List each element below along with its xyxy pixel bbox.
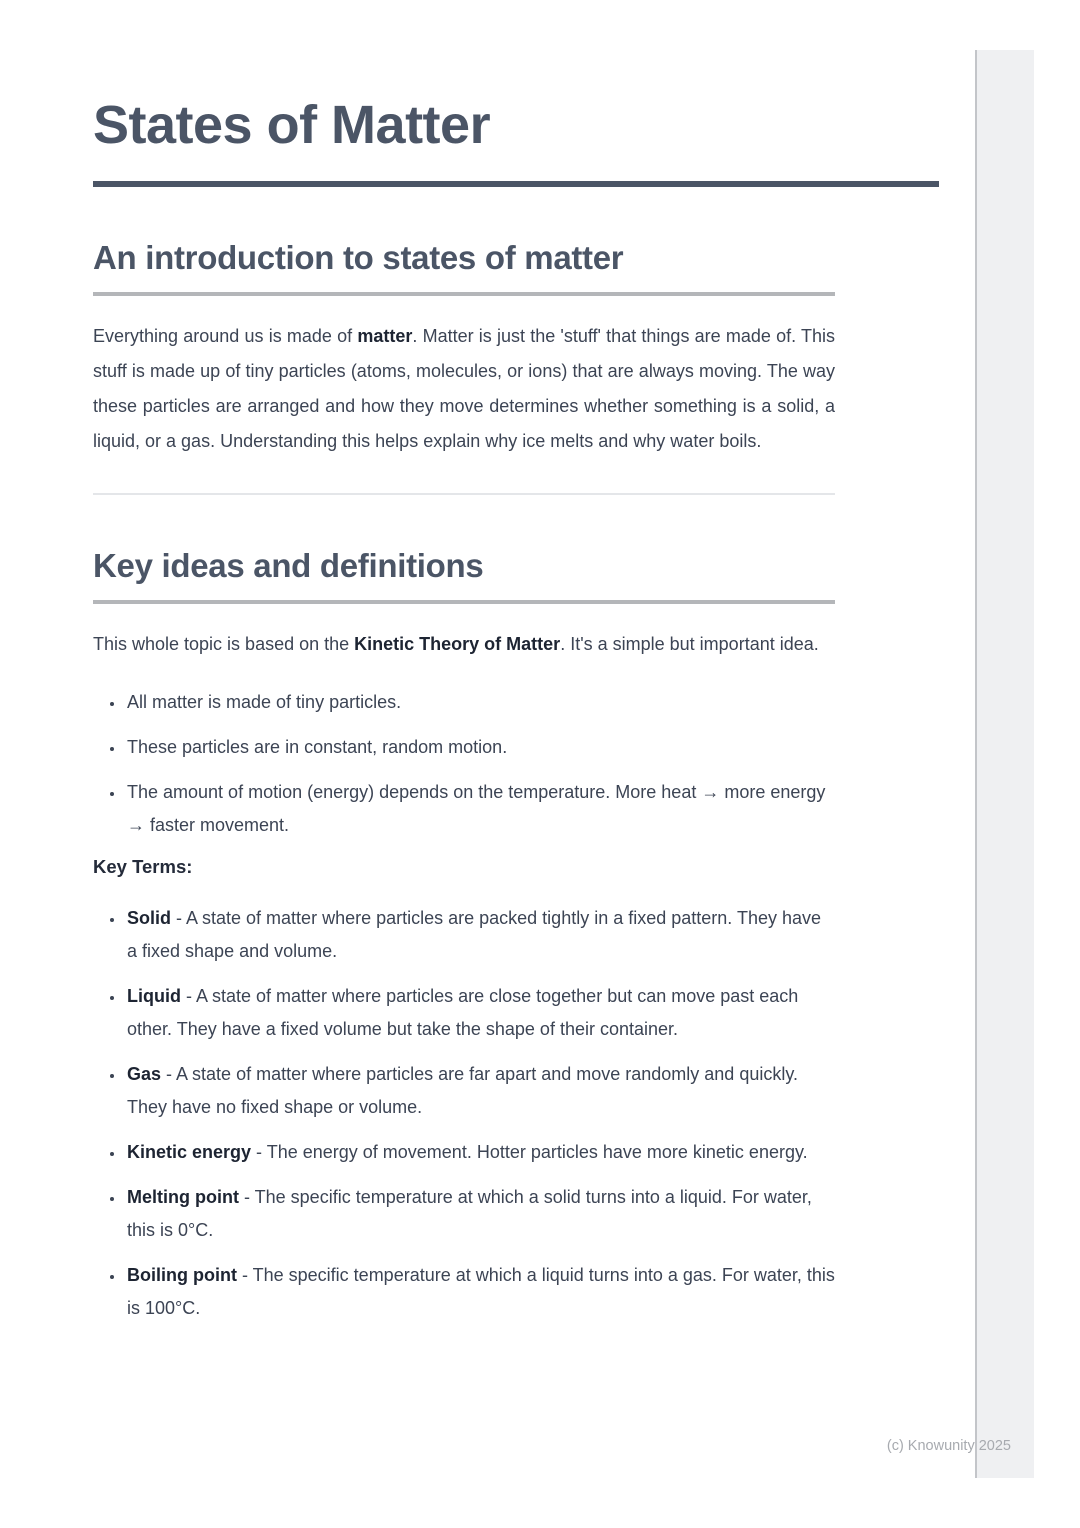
bold-term: Gas (127, 1064, 162, 1084)
text-run: - A state of matter where particles are far apart and move randomly and quickly. They have no fixed shape or volume. (127, 1064, 799, 1117)
section-divider (93, 493, 835, 495)
key-ideas-section-heading: Key ideas and definitions (93, 547, 484, 584)
list-item (125, 1058, 835, 1124)
intro-heading-rule (93, 292, 835, 296)
key-ideas-list (93, 686, 835, 842)
bold-term: matter (357, 326, 413, 346)
bold-term: Kinetic energy (127, 1142, 252, 1162)
list-item (125, 1181, 835, 1247)
list-item (125, 731, 835, 764)
text-run: - The energy of movement. Hotter particles have more kinetic energy. (251, 1142, 808, 1162)
page-edge-strip (975, 50, 1034, 1478)
list-item (125, 1259, 835, 1325)
text-run: The amount of motion (energy) depends on the temperature. More heat → more energy → faster movement. (127, 782, 826, 835)
key-ideas-paragraph (93, 627, 835, 662)
title-rule (93, 181, 939, 187)
list-item (125, 902, 835, 968)
text-run: Everything around us is made of (93, 326, 358, 346)
document-content (93, 0, 939, 1337)
intro-paragraph (93, 319, 835, 459)
text-run: This whole topic is based on the (93, 634, 355, 654)
bold-term: Solid (127, 908, 171, 928)
text-run: . It's a simple but important idea. (560, 634, 819, 654)
text-run: These particles are in constant, random motion. (127, 737, 508, 757)
list-item (125, 1136, 835, 1169)
text-run: - The specific temperature at which a solid turns into a liquid. For water, this is 0°C. (127, 1187, 812, 1240)
bold-term: Melting point (127, 1187, 239, 1207)
text-run: All matter is made of tiny particles. (127, 692, 402, 712)
bold-term: Boiling point (127, 1265, 237, 1285)
bold-term: Liquid (127, 986, 181, 1006)
key-terms-label: Key Terms: (93, 856, 193, 877)
list-item (125, 686, 835, 719)
section-introduction (93, 239, 939, 459)
text-run: . Matter is just the 'stuff' that things are made of. This stuff is made up of tiny particles (atoms, molecules, or ions) that are always moving. The way these particles are arranged and how they move determines whether something is a solid, a liquid, or a gas. Understanding this helps explain why ice melts and why water boils. (93, 326, 835, 451)
list-item (125, 776, 835, 842)
list-item (125, 980, 835, 1046)
page-title: States of Matter (93, 95, 491, 155)
bold-term: Kinetic Theory of Matter (354, 634, 561, 654)
key-ideas-heading-rule (93, 600, 835, 604)
key-terms-list (93, 902, 835, 1325)
text-run: - The specific temperature at which a liquid turns into a gas. For water, this is 100°C. (127, 1265, 835, 1318)
section-key-ideas (93, 547, 939, 1325)
intro-section-heading: An introduction to states of matter (93, 239, 624, 276)
text-run: - A state of matter where particles are packed tightly in a fixed pattern. They have a fixed shape and volume. (127, 908, 822, 961)
copyright-note: (c) Knowunity 2025 (886, 1438, 1011, 1454)
text-run: - A state of matter where particles are close together but can move past each other. They have a fixed volume but take the shape of their container. (127, 986, 799, 1039)
